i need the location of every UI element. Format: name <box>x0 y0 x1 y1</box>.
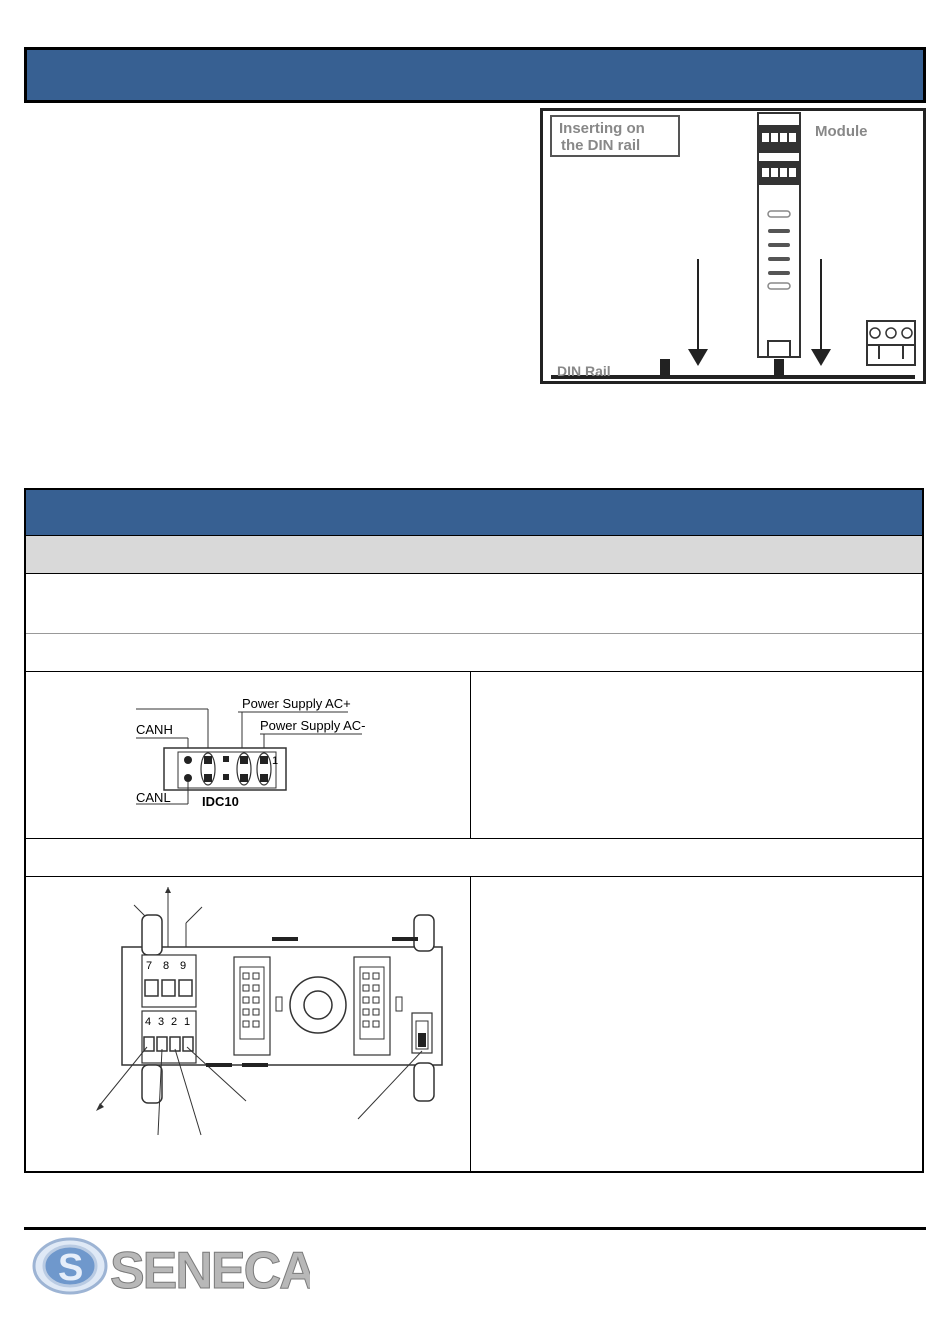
din-rail-label: DIN Rail <box>557 363 611 379</box>
logo-name: SENECA <box>110 1242 310 1296</box>
module-label: Module <box>815 123 868 140</box>
table-empty-row-1 <box>26 574 922 634</box>
table-empty-row-2 <box>26 634 922 672</box>
idc10-label: IDC10 <box>202 794 239 809</box>
inserting-label-line1: Inserting on <box>559 120 645 137</box>
seneca-logo <box>30 1236 310 1296</box>
idc10-connector-figure <box>126 694 386 819</box>
din-rail-insertion-figure <box>540 108 926 384</box>
terminal-number-4: 4 <box>145 1016 152 1028</box>
table-subheader-row <box>26 536 922 574</box>
section-header-banner-top <box>24 47 926 103</box>
canl-label: CANL <box>136 790 171 805</box>
terminal-cell-divider <box>470 877 471 1171</box>
terminal-row <box>26 877 922 1171</box>
terminal-number-8: 8 <box>163 960 170 972</box>
power-supply-ac-minus-label: Power Supply AC- <box>260 718 366 733</box>
terminal-number-7: 7 <box>146 960 153 972</box>
table-header-banner <box>26 490 922 536</box>
canh-label: CANH <box>136 722 173 737</box>
terminal-number-2: 2 <box>171 1016 178 1028</box>
terminal-number-9: 9 <box>180 960 187 972</box>
logo-letter: S <box>58 1247 84 1289</box>
pin-one-label: 1 <box>272 755 279 767</box>
terminal-block <box>867 321 915 345</box>
terminal-number-3: 3 <box>158 1016 165 1028</box>
module-terminal-figure <box>86 887 456 1167</box>
idc10-cell-divider <box>470 672 471 839</box>
table-empty-row-3 <box>26 839 922 877</box>
inserting-label-line2: the DIN rail <box>561 137 641 154</box>
footer-rule <box>24 1227 926 1230</box>
specification-table <box>24 488 924 1173</box>
power-supply-ac-plus-label: Power Supply AC+ <box>242 696 351 711</box>
terminal-number-1: 1 <box>184 1016 191 1028</box>
idc10-row <box>26 672 922 839</box>
